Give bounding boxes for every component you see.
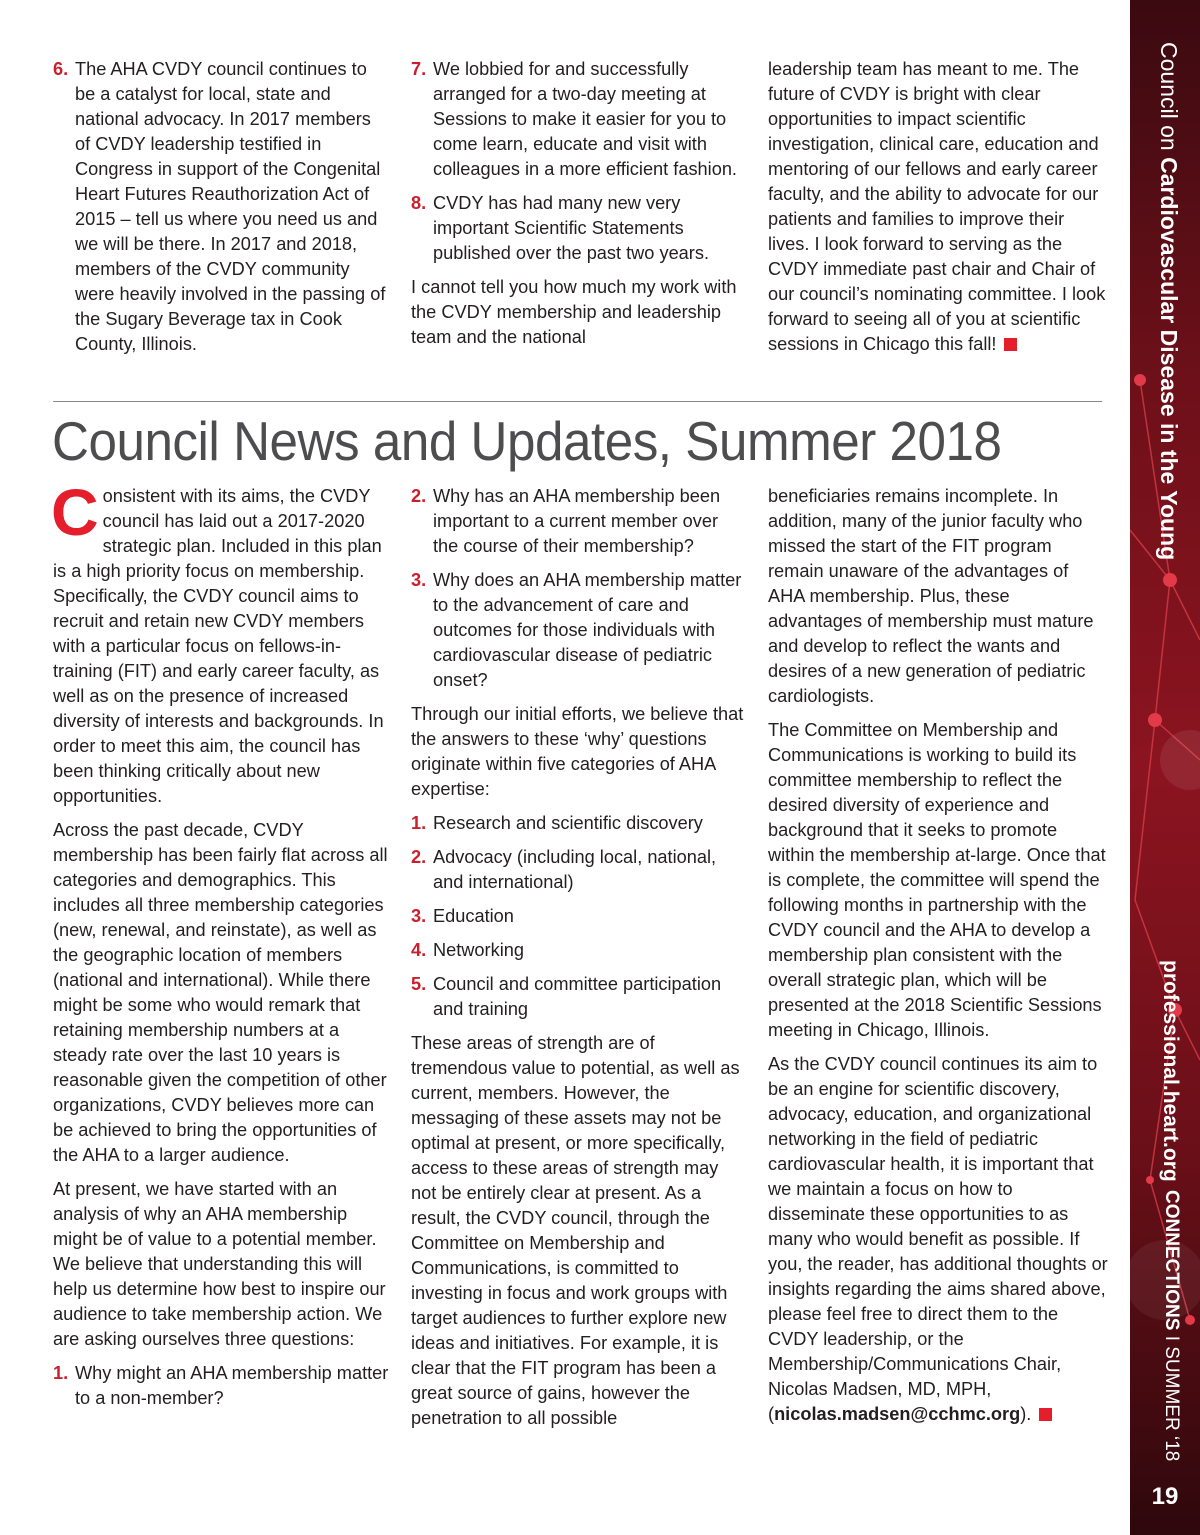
drop-cap: C xyxy=(51,475,99,549)
list-item xyxy=(411,57,741,182)
list-text: The AHA CVDY council continues to be a catalyst for local, state and national advocacy. In 2017 members of CVDY leadership testified in Congress in support of the Congenital Heart Futures Reauthorization Act of 2015 – tell us where you need us and we will be there. In 2017 and 2018, members of the CVDY community were heavily involved in the passing of the Sugary Beverage tax in Cook County, Illinois. xyxy=(75,59,386,354)
list-number: 7. xyxy=(411,59,427,79)
closing-paragraph: As the CVDY council continues its aim to be an engine for scientific discovery, advocacy, education, and organizational networking in the field of pediatric cardiovascular health, it is important that we maintain a focus on how to disseminate these opportunities to as many who would benefit as possible. If you, the reader, has additional thoughts or insights regarding the aims shared above, please feel free to direct them to the CVDY leadership, or the Membership/Communications Chair, Nicolas Madsen, MD, MPH, (nicolas.madsen@cchmc.org). xyxy=(768,1054,1108,1424)
question-item xyxy=(411,484,746,559)
list-number: 1. xyxy=(53,1363,69,1383)
question-item xyxy=(53,1361,391,1411)
list-text: Education xyxy=(433,906,514,926)
website-link[interactable]: professional.heart.org xyxy=(1159,960,1182,1182)
top-col-3 xyxy=(768,57,1108,366)
list-number: 5. xyxy=(411,974,427,994)
closing-paragraph: I cannot tell you how much my work with the CVDY membership and leadership team and the national xyxy=(411,277,737,347)
list-number: 2. xyxy=(411,847,427,867)
list-item xyxy=(411,191,741,266)
category-item xyxy=(411,938,746,963)
paragraph: Across the past decade, CVDY membership has been fairly flat across all categories and demographics. This includes all three membership categories (new, renewal, and reinstate), as well as the geographic location of members (national and international). While there might be some who would remark that retaining membership numbers at a steady rate over the last 10 years is reasonable given the competition of other organizations, CVDY believes more can be achieved to bring the opportunities of the AHA to a larger audience. xyxy=(53,820,388,1165)
list-text: Research and scientific discovery xyxy=(433,813,703,833)
list-text: Why does an AHA membership matter to the advancement of care and outcomes for those individuals with cardiovascular disease of pediatric onset? xyxy=(433,570,742,690)
list-text: Networking xyxy=(433,940,524,960)
category-item xyxy=(411,845,746,895)
list-text: CVDY has had many new very important Scientific Statements published over the past two years. xyxy=(433,193,710,263)
council-name: Council on Cardiovascular Disease in the Young xyxy=(1156,42,1182,561)
top-col-1 xyxy=(53,57,388,366)
intro-paragraph xyxy=(51,475,391,809)
article-col-2 xyxy=(411,484,746,1440)
list-number: 4. xyxy=(411,940,427,960)
list-item xyxy=(53,57,388,357)
question-item xyxy=(411,568,746,693)
end-mark-icon xyxy=(1004,338,1017,351)
category-item xyxy=(411,811,746,836)
list-text: Why has an AHA membership been important to a current member over the course of their membership? xyxy=(433,486,721,556)
paragraph: These areas of strength are of tremendous value to potential, as well as current, members. However, the messaging of these assets may not be optimal at present, or more specifically, access to these areas of strength may not be entirely clear at present. As a result, the CVDY council, through the Committee on Membership and Communications, is committed to investing in focus and work groups with target audiences to further explore new ideas and initiatives. For example, it is clear that the FIT program has been a great source of gains, however the penetration to all possible xyxy=(411,1033,740,1428)
closing-text: As the CVDY council continues its aim to be an engine for scientific discovery, advocacy, education, and organizational networking in the field of pediatric cardiovascular health, it is important that we maintain a focus on how to disseminate these opportunities to as many who would benefit as possible. If you, the reader, has additional thoughts or insights regarding the aims shared above, please feel free to direct them to the CVDY leadership, or the Membership/Communications Chair, Nicolas Madsen, MD, MPH, xyxy=(768,1054,1108,1399)
paragraph: beneficiaries remains incomplete. In addition, many of the junior faculty who missed the start of the FIT program remain unaware of the advantages of AHA membership. Plus, these advantages of membership must mature and develop to reflect the wants and desires of a new generation of pediatric cardiologists. xyxy=(768,486,1094,706)
list-number: 3. xyxy=(411,906,427,926)
category-item xyxy=(411,972,746,1022)
page-number: 19 xyxy=(1151,1483,1179,1510)
contact-email[interactable]: nicolas.madsen@cchmc.org xyxy=(774,1404,1021,1424)
list-text: Council and committee participation and training xyxy=(433,974,722,1019)
category-item xyxy=(411,904,746,929)
article-title: Council News and Updates, Summer 2018 xyxy=(52,410,1002,472)
paragraph: At present, we have started with an analysis of why an AHA membership might be of value to a potential member. We believe that understanding this will help us determine how best to inspire our audience to take membership action. We are asking ourselves three questions: xyxy=(53,1179,386,1349)
list-number: 3. xyxy=(411,570,427,590)
list-number: 8. xyxy=(411,193,427,213)
top-col-2 xyxy=(411,57,741,359)
paragraph: The Committee on Membership and Communications is working to build its committee membership to reflect the desired diversity of experience and background that it seeks to promote within the membership at-large. Once that is complete, the committee will spend the following months in partnership with the CVDY council and the AHA to develop a membership plan consistent with the overall strategic plan, which will be presented at the 2018 Scientific Sessions meeting in Chicago, Illinois. xyxy=(768,720,1106,1040)
paragraph: Through our initial efforts, we believe that the answers to these ‘why’ questions originate within five categories of AHA expertise: xyxy=(411,704,744,799)
article-col-3 xyxy=(768,484,1108,1436)
intro-text: onsistent with its aims, the CVDY council has laid out a 2017-2020 strategic plan. Included in this plan is a high priority focus on membership. Specifically, the CVDY council aims to recruit and retain new CVDY members with a particular focus on fellows-in-training (FIT) and early career faculty, as well as on the presence of increased diversity of interests and backgrounds. In order to meet this aim, the council has been thinking critically about new opportunities. xyxy=(53,486,384,806)
section-divider xyxy=(53,401,1102,402)
list-text: Why might an AHA membership matter to a non-member? xyxy=(75,1363,389,1408)
publication-issue: CONNECTIONS I SUMMER ‘18 xyxy=(1161,1190,1182,1462)
article-col-1 xyxy=(51,475,391,1420)
closing-paragraph-cont: leadership team has meant to me. The future of CVDY is bright with clear opportunities to impact scientific investigation, clinical care, education and mentoring of our fellows and early career faculty, and the ability to advocate for our patients and families to improve their lives. I look forward to serving as the CVDY immediate past chair and Chair of our council’s nominating committee. I look forward to seeing all of you at scientific sessions in Chicago this fall! xyxy=(768,59,1106,354)
list-number: 1. xyxy=(411,813,427,833)
list-number: 2. xyxy=(411,486,427,506)
list-text: Advocacy (including local, national, and international) xyxy=(433,847,717,892)
list-text: We lobbied for and successfully arranged for a two-day meeting at Sessions to make it easier for you to come learn, educate and visit with colleagues in a more efficient fashion. xyxy=(433,59,737,179)
end-mark-icon xyxy=(1039,1408,1052,1421)
list-number: 6. xyxy=(53,59,69,79)
